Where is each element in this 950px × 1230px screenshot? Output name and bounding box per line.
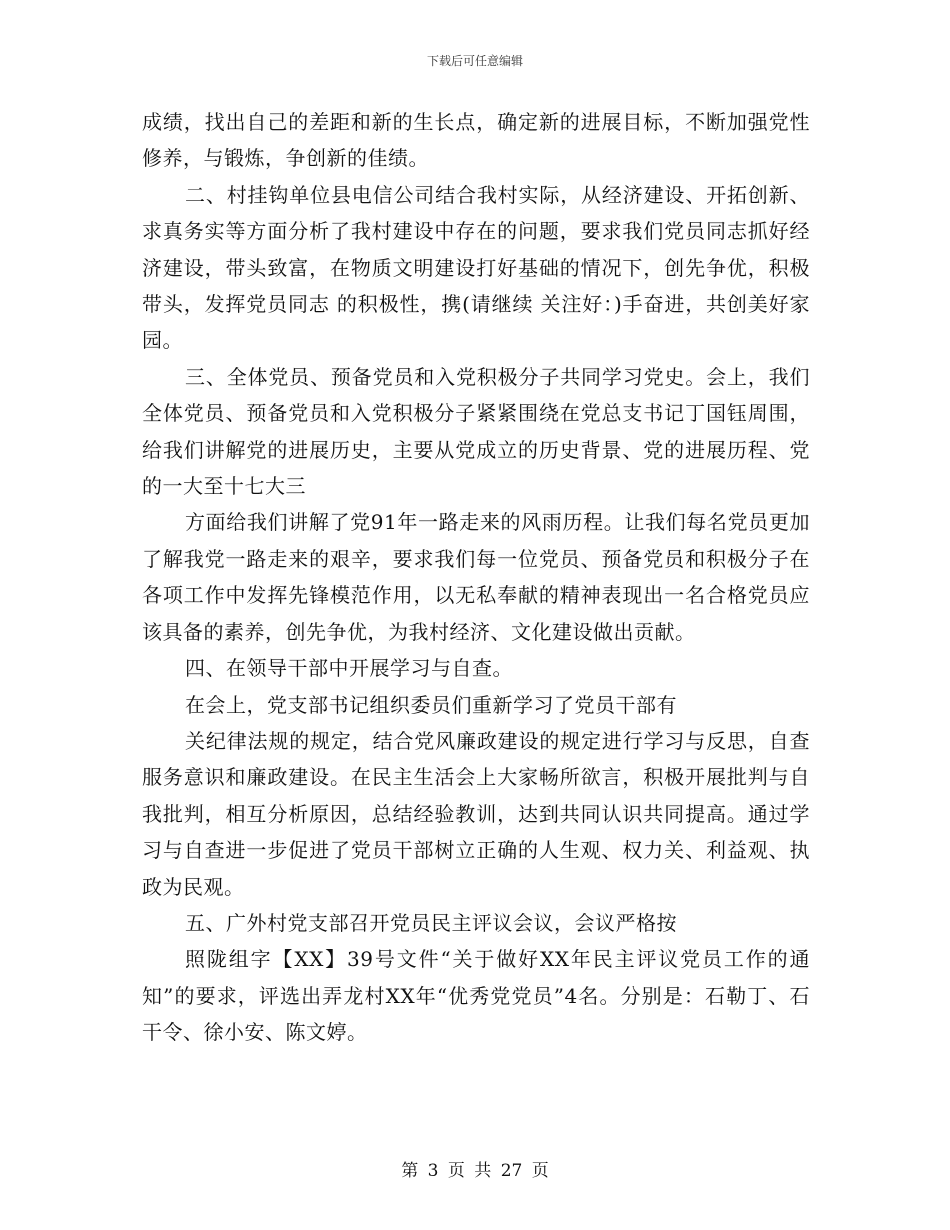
page-footer: 第 3 页 共 27 页 — [401, 1161, 549, 1181]
document-body — [142, 104, 810, 1051]
paragraph-7: 关纪律法规的规定，结合党风廉政建设的规定进行学习与反思，自查服务意识和廉政建设。在民主生活会上大家畅所欲言，积极开展批判与自我批判，相互分析原因，总结经验教训，达到共同认识共同提高。通过学习与自查进一步促进了党员干部树立正确的人生观、权力关、利益观、执政为民观。 — [142, 728, 810, 899]
paragraph-9: 照陇组字【XX】39号文件“关于做好XX年民主评议党员工作的通知”的要求，评选出弄龙村XX年“优秀党党员”4名。分别是：石勒丁、石干令、徐小安、陈文婷。 — [142, 947, 810, 1045]
paragraph-6: 在会上，党支部书记组织委员们重新学习了党员干部有 — [185, 692, 677, 717]
paragraph-3: 三、全体党员、预备党员和入党积极分子共同学习党史。会上，我们全体党员、预备党员和入党积极分子紧紧围绕在党总支书记丁国钰周围，给我们讲解党的进展历史，主要从党成立的历史背景、党的进展历程、党的一大至十七大三 — [142, 364, 810, 499]
paragraph-1: 成绩，找出自己的差距和新的生长点，确定新的进展目标，不断加强党性修养，与锻炼，争创新的佳绩。 — [142, 110, 810, 171]
paragraph-5: 四、在领导干部中开展学习与自查。 — [185, 656, 513, 681]
paragraph-4: 方面给我们讲解了党91年一路走来的风雨历程。让我们每名党员更加了解我党一路走来的艰辛，要求我们每一位党员、预备党员和积极分子在各项工作中发挥先锋模范作用，以无私奉献的精神表现出一名合格党员应该具备的素养，创先争优，为我村经济、文化建设做出贡献。 — [142, 510, 810, 644]
paragraph-2: 二、村挂钩单位县电信公司结合我村实际，从经济建设、开拓创新、求真务实等方面分析了我村建设中存在的问题，要求我们党员同志抓好经济建设，带头致富，在物质文明建设打好基础的情况下，创先争优，积极带头，发挥党员同志 的积极性，携(请继续 关注好：)手奋进，共创美好家园。 — [142, 182, 810, 353]
page-header: 下载后可任意编辑 — [426, 54, 523, 68]
paragraph-8: 五、广外村党支部召开党员民主评议会议，会议严格按 — [185, 910, 677, 935]
